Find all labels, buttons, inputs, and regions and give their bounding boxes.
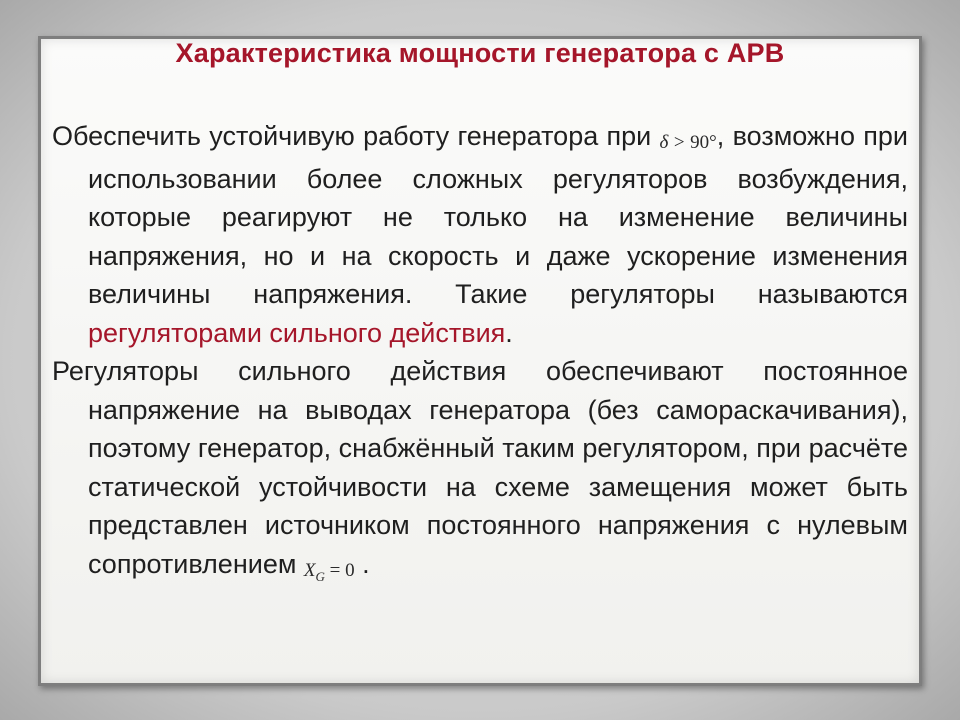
p1-text-middle: , возможно при использовании более сложных регуляторов возбуждения, которые реагируют не только на изменение величины напряжения, но и на скорость и даже ускорение изменения величины напряжения. Такие регуляторы называются bbox=[88, 121, 908, 309]
xg-subscript: G bbox=[315, 568, 325, 584]
xg-formula bbox=[303, 559, 355, 584]
p1-text-end: . bbox=[505, 317, 513, 348]
delta-symbol: δ bbox=[659, 132, 669, 153]
slide-title: Характеристика мощности генератора с АРВ bbox=[175, 38, 785, 68]
p2-text: Регуляторы сильного действия обеспечивают постоянное напряжение на выводах генератора (без самораскачивания), поэтому генератор, снабжённый таким регулятором, при расчёте статической устойчивости на схеме замещения может быть представлен источником постоянного напряжения с нулевым сопротивлением bbox=[52, 356, 908, 579]
paragraph-2 bbox=[52, 352, 908, 593]
slide-content bbox=[52, 117, 908, 593]
xg-symbol: X bbox=[303, 559, 316, 581]
delta-condition: > 90° bbox=[668, 132, 717, 153]
p1-text-start: Обеспечить устойчивую работу генератора при bbox=[52, 121, 660, 151]
highlight-term: регуляторами сильного действия bbox=[88, 317, 506, 348]
delta-condition-formula bbox=[660, 132, 717, 153]
xg-value: = 0 bbox=[324, 559, 355, 581]
paragraph-1 bbox=[52, 117, 908, 352]
p2-text-end: . bbox=[354, 548, 370, 579]
